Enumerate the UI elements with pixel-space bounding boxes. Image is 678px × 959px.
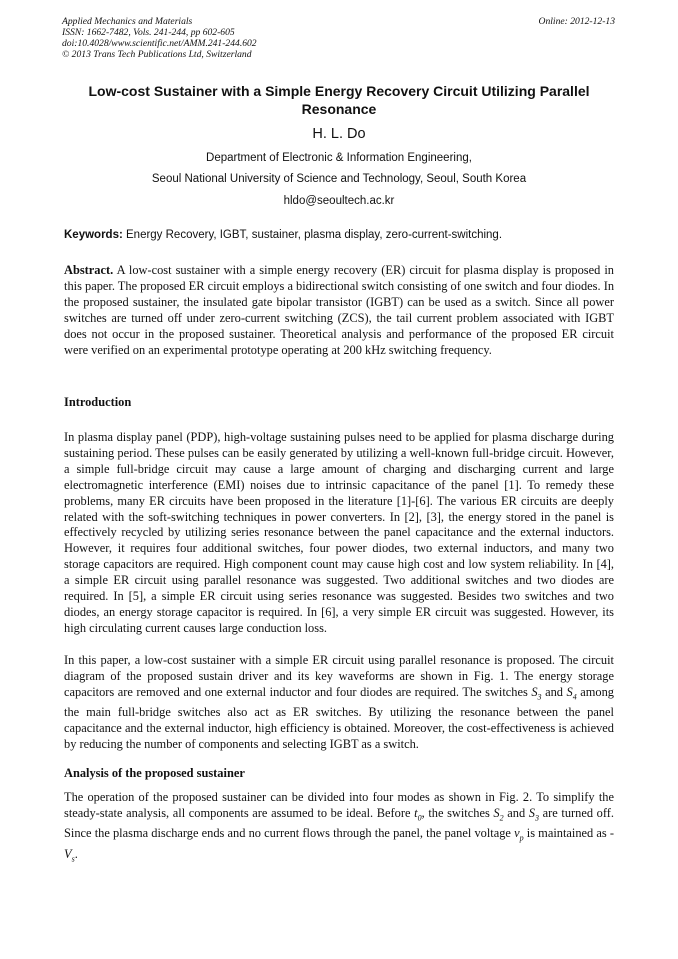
abstract [64, 263, 614, 358]
copyright-line: © 2013 Trans Tech Publications Ltd, Switzerland [62, 49, 252, 60]
symbol-s4: $S_4$ [566, 684, 577, 702]
journal-name: Applied Mechanics and Materials [62, 16, 193, 27]
online-date: Online: 2012-12-13 [538, 16, 615, 27]
journal-header [62, 16, 257, 60]
analysis-text-2: , the switches [421, 805, 494, 820]
issn-line: ISSN: 1662-7482, Vols. 241-244, pp 602-605 [62, 27, 235, 38]
affiliation-department: Department of Electronic & Information Engineering, [206, 152, 472, 164]
symbol-t0: $t_0$ [414, 805, 422, 823]
keywords-list: Energy Recovery, IGBT, sustainer, plasma display, zero-current-switching. [126, 229, 503, 241]
analysis-text-3: and [503, 805, 529, 820]
symbol-vp: $v_p$ [514, 826, 524, 843]
intro-p2-and: and [541, 684, 567, 699]
intro-p2-text-b: among the main full-bridge switches also act as ER switches. By utilizing the resonance between the panel capacitance and the external inductor, high efficiency is obtained. Moreover, the cost-effectiveness is achieved by reducing the number of components and selecting IGBT as a switch. [64, 684, 614, 751]
keywords [64, 228, 614, 242]
symbol-s2: $S_2$ [493, 805, 504, 823]
analysis-text-4: are turned off. Since the plasma discharge ends and no current flows through the panel, the panel voltage [64, 805, 614, 841]
symbol-vs: $V_s$ [64, 846, 75, 864]
analysis-paragraph [64, 790, 614, 867]
author-name: H. L. Do [312, 126, 366, 142]
introduction-paragraph-2 [64, 653, 614, 753]
analysis-text-5: is maintained as - [523, 826, 614, 841]
introduction-paragraph-1: In plasma display panel (PDP), high-voltage sustaining pulses need to be applied for plasma discharge during sustaining period. These pulses can be easily generated by utilizing a well-known full-bridge circuit. However, a simple full-bridge circuit may cause a large amount of charging and discharging current and large electromagnetic interference (EMI) noises due to intrinsic capacitance of the panel [1]. To remedy these problems, many ER circuits have been proposed in the literature [1]-[6]. The various ER circuits are deeply related with the soft-switching techniques in power converters. In [2], [3], the energy stored in the panel is effectively recycled by utilizing series resonance between the panel capacitance and the external inductors. However, it requires four additional switches, four power diodes, two external inductors, and many two storage capacitors are required. High component count may cause high cost and low system reliability. In [4], a simple ER circuit using parallel resonance was suggested. Two additional switches and two diodes are required. In [5], a simple ER circuit using series resonance was suggested. Besides two switches and two diodes, an energy storage capacitor is required. In [6], a very simple ER circuit was suggested. However, its high circulating current causes large conduction loss. [64, 430, 614, 635]
keywords-label: Keywords: [64, 229, 123, 241]
author-email[interactable]: hldo@seoultech.ac.kr [283, 195, 395, 207]
introduction-heading: Introduction [64, 395, 132, 409]
doi-line[interactable]: doi:10.4028/www.scientific.net/AMM.241-244.602 [62, 38, 257, 49]
affiliation-university: Seoul National University of Science and Technology, Seoul, South Korea [151, 173, 527, 185]
symbol-s3-analysis: $S_3$ [528, 805, 539, 823]
abstract-label: Abstract. [64, 263, 114, 277]
symbol-s3: $S_3$ [531, 684, 542, 702]
intro-p2-text-a: In this paper, a low-cost sustainer with a simple ER circuit using parallel resonance is proposed. The circuit diagram of the proposed sustain driver and its key waveforms are shown in Fig. 1. The energy storage capacitors are removed and one external inductor and four diodes are required. The switches [64, 653, 614, 699]
analysis-text-1: The operation of the proposed sustainer can be divided into four modes as shown in Fig. 2. To simplify the steady-state analysis, all components are assumed to be ideal. Before [64, 790, 614, 820]
abstract-text: A low-cost sustainer with a simple energy recovery (ER) circuit for plasma display is proposed in this paper. The proposed ER circuit employs a bidirectional switch consisting of one switch and four diodes. In the proposed sustainer, the insulated gate bipolar transistor (IGBT) can be used as a switch. Since all power switches are turned off under zero-current switching (ZCS), the tail current problem associated with IGBT does not occur in the proposed sustainer. Theoretical analysis and performance of the proposed ER circuit were verified on an experimental prototype operating at 200 kHz switching frequency. [64, 263, 615, 357]
paper-title: Low-cost Sustainer with a Simple Energy Recovery Circuit Utilizing Parallel Resonance [88, 83, 590, 117]
analysis-heading: Analysis of the proposed sustainer [64, 766, 245, 780]
analysis-text-6: . [74, 846, 78, 861]
